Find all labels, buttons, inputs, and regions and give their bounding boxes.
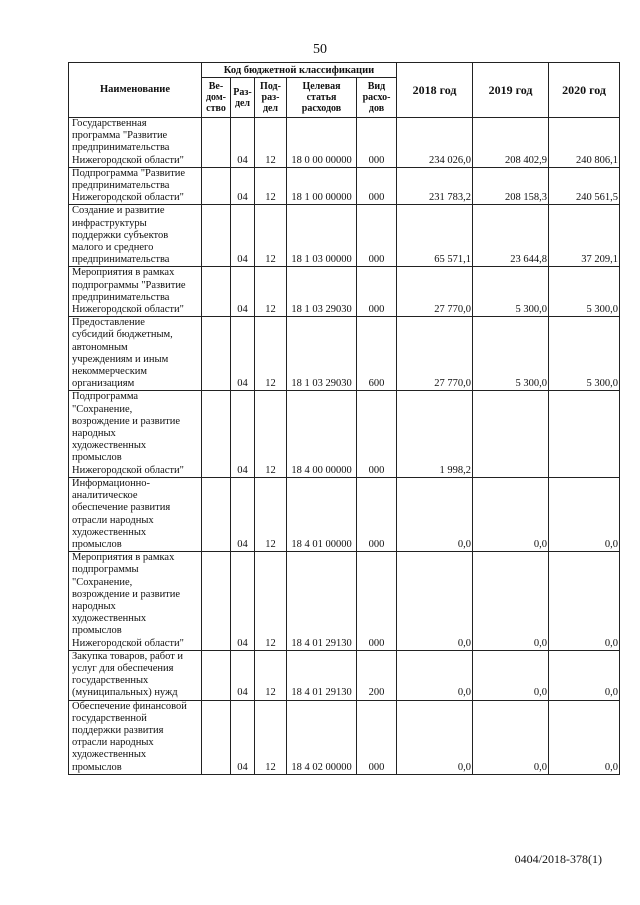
cell-vedomstvo xyxy=(202,267,231,317)
cell-podrazdel: 12 xyxy=(255,317,287,391)
cell-2018: 0,0 xyxy=(397,477,473,551)
row-name-line: народных xyxy=(72,428,116,440)
cell-2020: 0,0 xyxy=(549,700,620,774)
cell-razdel: 04 xyxy=(231,700,255,774)
page-number: 50 xyxy=(313,42,327,57)
cell-celevaya-statya: 18 4 02 00000 xyxy=(287,700,357,774)
row-name-line: Информационно- xyxy=(72,477,151,489)
row-name-line: промыслов xyxy=(72,625,122,637)
cell-2019: 0,0 xyxy=(473,477,549,551)
cell-razdel: 04 xyxy=(231,391,255,477)
row-name-line: "Сохранение, xyxy=(72,403,133,415)
cell-celevaya-statya: 18 1 03 29030 xyxy=(287,317,357,391)
header-2019: 2019 год xyxy=(473,63,549,118)
cell-2019: 0,0 xyxy=(473,700,549,774)
header-vid-rashodov: Вид расхо- дов xyxy=(357,78,397,118)
row-name-line: отрасли народных xyxy=(72,737,154,749)
table-row xyxy=(69,700,620,774)
row-name-line: поддержки субъектов xyxy=(72,229,169,241)
cell-2018: 234 026,0 xyxy=(397,118,473,168)
row-name-line: Нижегородской области" xyxy=(72,154,184,166)
cell-2018: 0,0 xyxy=(397,700,473,774)
cell-2020 xyxy=(549,391,620,477)
row-name-line: предпринимательства xyxy=(72,180,170,192)
cell-vid-rashodov: 000 xyxy=(357,267,397,317)
cell-celevaya-statya: 18 1 03 29030 xyxy=(287,267,357,317)
row-name xyxy=(69,267,202,317)
row-name-line: отрасли народных xyxy=(72,514,154,526)
row-name-line: художественных xyxy=(72,749,147,761)
cell-2020: 5 300,0 xyxy=(549,317,620,391)
table-row xyxy=(69,317,620,391)
row-name-line: Нижегородской области" xyxy=(72,637,184,649)
cell-celevaya-statya: 18 1 00 00000 xyxy=(287,167,357,205)
header-2020: 2020 год xyxy=(549,63,620,118)
row-name-line: субсидий бюджетным, xyxy=(72,329,173,341)
row-name xyxy=(69,167,202,205)
table-row xyxy=(69,650,620,700)
cell-vedomstvo xyxy=(202,477,231,551)
row-name-line: Закупка товаров, работ и xyxy=(72,650,184,662)
cell-2019: 5 300,0 xyxy=(473,267,549,317)
cell-podrazdel: 12 xyxy=(255,391,287,477)
cell-2019: 0,0 xyxy=(473,552,549,651)
cell-celevaya-statya: 18 4 01 00000 xyxy=(287,477,357,551)
row-name-line: аналитическое xyxy=(72,490,138,502)
cell-vedomstvo xyxy=(202,317,231,391)
row-name-line: художественных xyxy=(72,526,147,538)
row-name-line: некоммерческим xyxy=(72,366,148,378)
cell-vedomstvo xyxy=(202,650,231,700)
cell-razdel: 04 xyxy=(231,650,255,700)
cell-vid-rashodov: 000 xyxy=(357,167,397,205)
row-name-line: программа "Развитие xyxy=(72,130,168,142)
cell-2020: 37 209,1 xyxy=(549,205,620,267)
cell-vedomstvo xyxy=(202,167,231,205)
row-name-line: организациям xyxy=(72,378,135,390)
row-name-line: народных xyxy=(72,600,116,612)
table-row xyxy=(69,205,620,267)
cell-podrazdel: 12 xyxy=(255,477,287,551)
row-name-line: обеспечение развития xyxy=(72,502,171,514)
row-name-line: предпринимательства xyxy=(72,142,170,154)
row-name-line: автономным xyxy=(72,341,128,353)
header-name: Наименование xyxy=(69,63,202,118)
cell-vedomstvo xyxy=(202,118,231,168)
row-name-line: Подпрограмма "Развитие xyxy=(72,167,186,179)
cell-2019: 208 402,9 xyxy=(473,118,549,168)
cell-2018: 231 783,2 xyxy=(397,167,473,205)
row-name xyxy=(69,477,202,551)
row-name-line: "Сохранение, xyxy=(72,576,133,588)
table-header xyxy=(69,63,620,118)
row-name-line: предпринимательства xyxy=(72,291,170,303)
header-celevaya-statya: Целевая статья расходов xyxy=(287,78,357,118)
row-name-line: подпрограммы xyxy=(72,564,139,576)
cell-2019: 0,0 xyxy=(473,650,549,700)
table-row xyxy=(69,477,620,551)
cell-razdel: 04 xyxy=(231,118,255,168)
row-name-line: малого и среднего xyxy=(72,242,154,254)
cell-celevaya-statya: 18 1 03 00000 xyxy=(287,205,357,267)
row-name xyxy=(69,552,202,651)
row-name-line: художественных xyxy=(72,440,147,452)
row-name-line: Обеспечение финансовой xyxy=(72,700,187,712)
table-row xyxy=(69,267,620,317)
cell-2018: 0,0 xyxy=(397,552,473,651)
row-name-line: государственных xyxy=(72,675,149,687)
cell-razdel: 04 xyxy=(231,205,255,267)
row-name-line: инфраструктуры xyxy=(72,217,147,229)
cell-vedomstvo xyxy=(202,552,231,651)
row-name-line: Мероприятия в рамках xyxy=(72,267,175,279)
cell-vid-rashodov: 000 xyxy=(357,552,397,651)
row-name xyxy=(69,317,202,391)
row-name-line: Подпрограмма xyxy=(72,391,139,403)
cell-2018: 1 998,2 xyxy=(397,391,473,477)
cell-celevaya-statya: 18 4 01 29130 xyxy=(287,552,357,651)
cell-razdel: 04 xyxy=(231,317,255,391)
header-razdel: Раз- дел xyxy=(231,78,255,118)
cell-celevaya-statya: 18 4 01 29130 xyxy=(287,650,357,700)
cell-2018: 0,0 xyxy=(397,650,473,700)
cell-2019: 5 300,0 xyxy=(473,317,549,391)
cell-podrazdel: 12 xyxy=(255,167,287,205)
row-name-line: Мероприятия в рамках xyxy=(72,552,175,564)
cell-vedomstvo xyxy=(202,205,231,267)
row-name-line: услуг для обеспечения xyxy=(72,662,174,674)
row-name-line: Государственная xyxy=(72,118,147,129)
table-row xyxy=(69,167,620,205)
row-name-line: Нижегородской области" xyxy=(72,192,184,204)
cell-vedomstvo xyxy=(202,391,231,477)
row-name xyxy=(69,391,202,477)
row-name xyxy=(69,118,202,168)
cell-2020: 0,0 xyxy=(549,650,620,700)
cell-podrazdel: 12 xyxy=(255,267,287,317)
cell-2020: 0,0 xyxy=(549,477,620,551)
cell-podrazdel: 12 xyxy=(255,118,287,168)
cell-podrazdel: 12 xyxy=(255,700,287,774)
cell-2019: 208 158,3 xyxy=(473,167,549,205)
cell-2020: 240 806,1 xyxy=(549,118,620,168)
table-body xyxy=(69,118,620,775)
row-name-line: предпринимательства xyxy=(72,254,170,266)
cell-vid-rashodov: 000 xyxy=(357,700,397,774)
cell-vid-rashodov: 000 xyxy=(357,477,397,551)
cell-podrazdel: 12 xyxy=(255,552,287,651)
cell-2020: 5 300,0 xyxy=(549,267,620,317)
cell-2018: 27 770,0 xyxy=(397,317,473,391)
cell-vid-rashodov: 200 xyxy=(357,650,397,700)
budget-table xyxy=(68,62,620,775)
row-name-line: возрождение и развитие xyxy=(72,588,181,600)
cell-2019: 23 644,8 xyxy=(473,205,549,267)
row-name xyxy=(69,650,202,700)
cell-vid-rashodov: 600 xyxy=(357,317,397,391)
cell-2020: 240 561,5 xyxy=(549,167,620,205)
row-name-line: государственной xyxy=(72,712,147,724)
row-name-line: художественных xyxy=(72,613,147,625)
row-name-line: Предоставление xyxy=(72,317,145,329)
row-name xyxy=(69,700,202,774)
row-name-line: учреждениям и иным xyxy=(72,353,169,365)
row-name-line: промыслов xyxy=(72,452,122,464)
cell-razdel: 04 xyxy=(231,477,255,551)
cell-vid-rashodov: 000 xyxy=(357,391,397,477)
cell-2019 xyxy=(473,391,549,477)
row-name-line: Нижегородской области" xyxy=(72,304,184,316)
row-name-line: промыслов xyxy=(72,761,122,773)
row-name-line: Нижегородской области" xyxy=(72,464,184,476)
cell-celevaya-statya: 18 4 00 00000 xyxy=(287,391,357,477)
row-name xyxy=(69,205,202,267)
row-name-line: промыслов xyxy=(72,538,122,550)
header-podrazdel: Под- раз- дел xyxy=(255,78,287,118)
cell-razdel: 04 xyxy=(231,267,255,317)
row-name-line: возрождение и развитие xyxy=(72,415,181,427)
header-budget-code-group: Код бюджетной классификации xyxy=(202,63,397,78)
table-row xyxy=(69,118,620,168)
cell-vid-rashodov: 000 xyxy=(357,118,397,168)
table-row xyxy=(69,391,620,477)
row-name-line: подпрограммы "Развитие xyxy=(72,279,186,291)
cell-podrazdel: 12 xyxy=(255,205,287,267)
cell-2020: 0,0 xyxy=(549,552,620,651)
cell-2018: 27 770,0 xyxy=(397,267,473,317)
cell-2018: 65 571,1 xyxy=(397,205,473,267)
cell-razdel: 04 xyxy=(231,167,255,205)
table-row xyxy=(69,552,620,651)
row-name-line: поддержки развития xyxy=(72,724,164,736)
cell-podrazdel: 12 xyxy=(255,650,287,700)
header-2018: 2018 год xyxy=(397,63,473,118)
cell-vedomstvo xyxy=(202,700,231,774)
cell-vid-rashodov: 000 xyxy=(357,205,397,267)
row-name-line: Создание и развитие xyxy=(72,205,165,217)
cell-razdel: 04 xyxy=(231,552,255,651)
document-code: 0404/2018-378(1) xyxy=(514,852,602,866)
cell-celevaya-statya: 18 0 00 00000 xyxy=(287,118,357,168)
header-vedomstvo: Ве- дом- ство xyxy=(202,78,231,118)
row-name-line: (муниципальных) нужд xyxy=(72,687,178,699)
